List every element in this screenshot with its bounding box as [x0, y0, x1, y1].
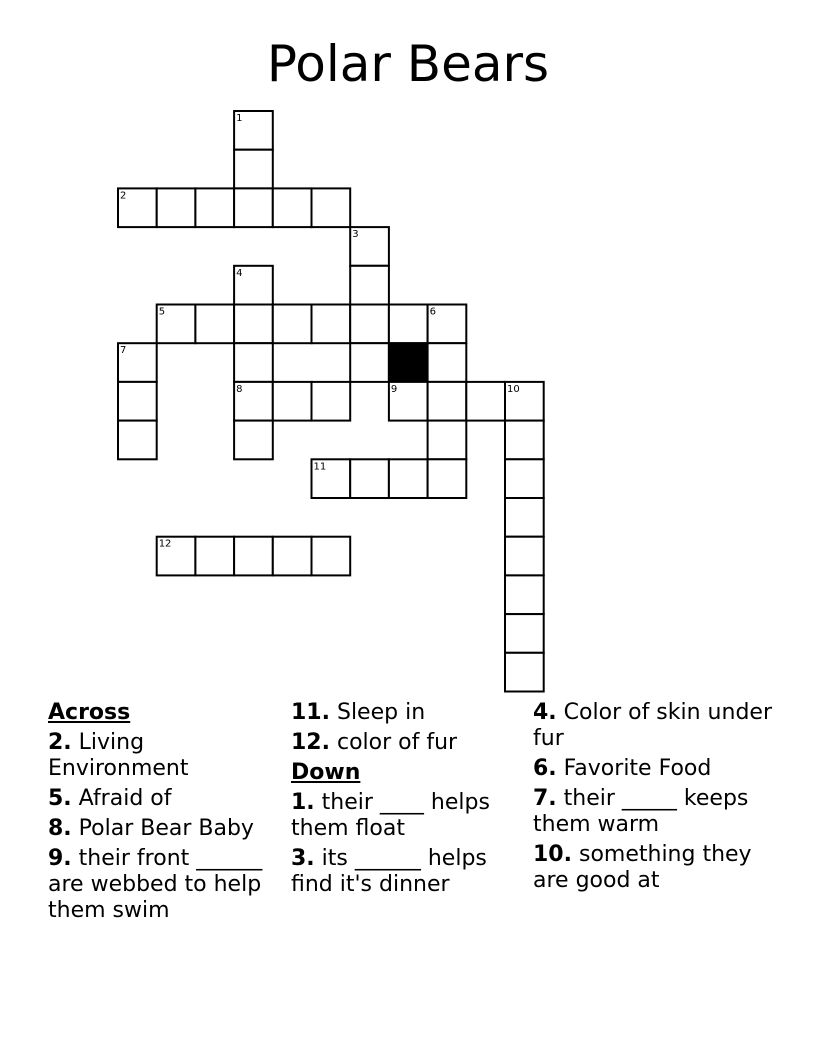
- clue-text: their front ______ are webbed to help them swim: [48, 846, 263, 923]
- grid-cell[interactable]: [118, 421, 157, 460]
- grid-cell[interactable]: [273, 537, 312, 576]
- down-clue-1[interactable]: [291, 790, 521, 842]
- grid-cell[interactable]: [505, 653, 544, 692]
- grid-cell[interactable]: [234, 537, 273, 576]
- grid-cell[interactable]: [312, 188, 351, 227]
- clue-number: 8.: [48, 816, 72, 841]
- clue-text: its ______ helps find it's dinner: [291, 846, 487, 897]
- grid-cell[interactable]: [273, 382, 312, 421]
- grid-cell[interactable]: [273, 305, 312, 344]
- grid-cell[interactable]: [389, 459, 428, 498]
- clue-number: 9.: [48, 846, 72, 871]
- grid-cell[interactable]: [389, 305, 428, 344]
- clue-text: something they are good at: [533, 842, 752, 893]
- clue-number: 10.: [533, 842, 572, 867]
- cell-number: 1: [236, 113, 243, 124]
- clue-text: Polar Bear Baby: [78, 816, 254, 841]
- clue-text: Living Environment: [48, 730, 189, 781]
- grid-cell[interactable]: [234, 421, 273, 460]
- across-clue-2[interactable]: [48, 730, 284, 782]
- grid-cell[interactable]: [505, 459, 544, 498]
- grid-cell[interactable]: [428, 343, 467, 382]
- cell-number: 11: [313, 461, 327, 473]
- grid-cell[interactable]: [428, 421, 467, 460]
- clue-text: Afraid of: [78, 786, 172, 811]
- cell-number: 4: [236, 267, 243, 279]
- grid-cell[interactable]: [350, 343, 389, 382]
- grid-cell[interactable]: [234, 305, 273, 344]
- across-clue-5[interactable]: [48, 786, 284, 812]
- grid-cell[interactable]: [505, 614, 544, 653]
- cell-number: 8: [236, 383, 243, 395]
- clue-number: 2.: [48, 730, 72, 755]
- grid-cell[interactable]: [195, 305, 234, 344]
- cell-number: 2: [120, 190, 127, 202]
- grid-cell[interactable]: [312, 382, 351, 421]
- clue-number: 7.: [533, 786, 557, 811]
- grid-cell[interactable]: [505, 498, 544, 537]
- cell-number: 10: [507, 383, 520, 395]
- clue-text: their _____ keeps them warm: [533, 786, 749, 837]
- clue-column-1: [48, 700, 284, 928]
- across-heading: Across: [48, 700, 131, 725]
- grid-cell[interactable]: [157, 188, 196, 227]
- across-clue-12[interactable]: [291, 730, 521, 756]
- grid-cell[interactable]: [505, 575, 544, 614]
- clue-text: their ____ helps them float: [291, 790, 490, 841]
- grid-cell[interactable]: [505, 421, 544, 460]
- cell-number: 7: [120, 345, 127, 357]
- clue-text: color of fur: [336, 730, 458, 755]
- clue-column-3: [533, 700, 773, 898]
- grid-cell[interactable]: [234, 343, 273, 382]
- grid-cell[interactable]: [428, 382, 467, 421]
- grid-cell[interactable]: [234, 188, 273, 227]
- cell-number: 6: [429, 306, 436, 318]
- grid-cell[interactable]: [195, 537, 234, 576]
- down-heading: Down: [291, 760, 361, 785]
- grid-cell[interactable]: [350, 305, 389, 344]
- cell-number: 3: [352, 229, 359, 241]
- down-clue-10[interactable]: [533, 842, 773, 894]
- grid-cell[interactable]: [505, 537, 544, 576]
- clue-text: Color of skin under fur: [533, 700, 772, 751]
- cell-number: 9: [390, 383, 398, 395]
- clue-number: 6.: [533, 756, 557, 781]
- across-clue-9[interactable]: [48, 846, 284, 924]
- clue-text: Sleep in: [336, 700, 426, 725]
- clue-column-2: [291, 700, 521, 902]
- across-clue-8[interactable]: [48, 816, 284, 842]
- grid-cell[interactable]: [273, 188, 312, 227]
- clue-text: Favorite Food: [563, 756, 712, 781]
- clue-number: 12.: [291, 730, 330, 755]
- down-clue-7[interactable]: [533, 786, 773, 838]
- grid-cell[interactable]: [234, 150, 273, 189]
- down-clue-3[interactable]: [291, 846, 521, 898]
- grid-cell[interactable]: [350, 459, 389, 498]
- clue-number: 11.: [291, 700, 330, 725]
- clue-number: 4.: [533, 700, 557, 725]
- grid-cell[interactable]: [466, 382, 505, 421]
- puzzle-title: Polar Bears: [266, 35, 550, 93]
- grid-cell[interactable]: [195, 188, 234, 227]
- down-clue-4[interactable]: [533, 700, 773, 752]
- cell-number: 5: [158, 306, 166, 318]
- grid-cell[interactable]: [312, 305, 351, 344]
- grid-cell[interactable]: [312, 537, 351, 576]
- clue-number: 3.: [291, 846, 315, 871]
- cell-number: 12: [158, 538, 172, 550]
- grid-cell[interactable]: [350, 266, 389, 305]
- grid-cell[interactable]: [118, 382, 157, 421]
- blocked-cell: [389, 343, 428, 382]
- grid-cell[interactable]: [428, 459, 467, 498]
- down-clue-6[interactable]: [533, 756, 773, 782]
- clue-number: 1.: [291, 790, 315, 815]
- across-clue-11[interactable]: [291, 700, 521, 726]
- clue-number: 5.: [48, 786, 72, 811]
